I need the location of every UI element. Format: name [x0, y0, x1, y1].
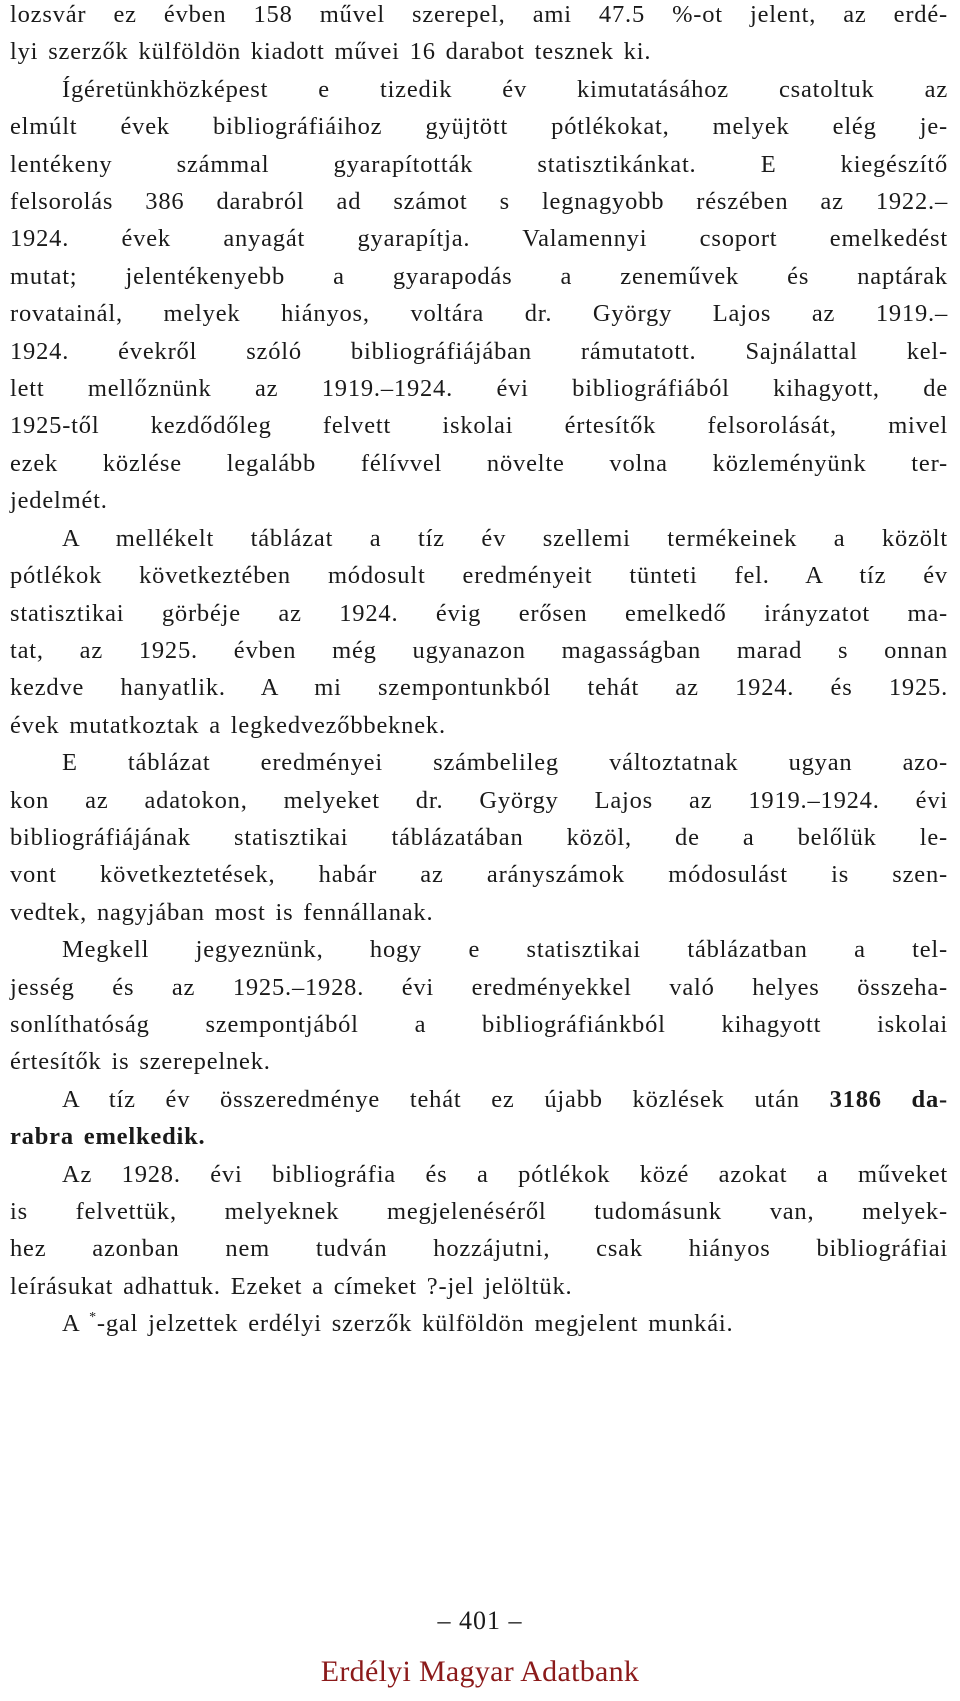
- text-line: E táblázat eredményei számbelileg változtatnak ugyan azo-: [62, 749, 948, 777]
- text-line: pótlékok következtében módosult eredményeit tünteti fel. A tíz év: [10, 562, 948, 590]
- text-line: lyi szerzők külföldön kiadott művei 16 darabot tesznek ki.: [10, 38, 652, 66]
- paragraph-2: [10, 71, 948, 520]
- summary-text: A tíz év összeredménye tehát ez újabb közlések után: [62, 1085, 830, 1113]
- text-line: jedelmét.: [10, 487, 108, 515]
- text-line: 1924. évek anyagát gyarapítja. Valamennyi csoport emelkedést: [10, 225, 948, 253]
- text-line: kezdve hanyatlik. A mi szempontunkból tehát az 1924. és 1925.: [10, 674, 948, 702]
- text-line: vont következtetések, habár az arányszámok módosulást is szen-: [10, 861, 948, 889]
- text-line: sonlíthatóság szempontjából a bibliográfiánkból kihagyott iskolai: [10, 1010, 948, 1038]
- footnote-text: -gal jelzettek erdélyi szerzők külföldön megjelent munkái.: [96, 1310, 734, 1338]
- text-line: Ígéretünkhözképest e tizedik év kimutatásához csatoltuk az: [62, 75, 948, 103]
- paragraph-6: [10, 1081, 948, 1156]
- text-line: jesség és az 1925.–1928. évi eredményekkel való helyes összeha-: [10, 973, 948, 1001]
- text-line: is felvettük, melyeknek megjelenéséről tudomásunk van, melyek-: [10, 1198, 948, 1225]
- text-line: statisztikai görbéje az 1924. évig erősen emelkedő irányzatot ma-: [10, 599, 948, 627]
- text-line: tat, az 1925. évben még ugyanazon magasságban marad s onnan: [10, 636, 948, 664]
- text-line: [10, 1305, 948, 1342]
- text-line: lentékeny számmal gyarapították statisztikánkat. E kiegészítő: [10, 150, 948, 178]
- text-line: Az 1928. évi bibliográfia és a pótlékok közé azokat a műveket: [62, 1160, 948, 1188]
- text-line: felsorolás 386 darabról ad számot s legnagyobb részében az 1922.–: [10, 188, 948, 216]
- document-page: [10, 0, 948, 1343]
- text-line: kon az adatokon, melyeket dr. György Lajos az 1919.–1924. évi: [10, 786, 948, 814]
- text-line: [10, 1081, 948, 1118]
- text-line: értesítők is szerepelnek.: [10, 1048, 271, 1076]
- text-line: lett mellőznünk az 1919.–1924. évi bibliográfiából kihagyott, de: [10, 375, 948, 403]
- text-line: évek mutatkoztak a legkedvezőbbeknek.: [10, 711, 446, 739]
- text-line: elmúlt évek bibliográfiáihoz gyüjtött pótlékokat, melyek elég je-: [10, 113, 948, 141]
- text-line: 1925-től kezdődőleg felvett iskolai értesítők felsorolását, mivel: [10, 412, 948, 440]
- summary-total-bold-continued: rabra emelkedik.: [10, 1123, 206, 1151]
- text-line: A mellékelt táblázat a tíz év szellemi termékeinek a közölt: [62, 524, 948, 552]
- paragraph-1: [10, 0, 948, 71]
- source-watermark: Erdélyi Magyar Adatbank: [320, 1655, 640, 1688]
- text-line: Megkell jegyeznünk, hogy e statisztikai táblázatban a tel-: [62, 936, 948, 964]
- text-line: 1924. évekről szóló bibliográfiájában rámutatott. Sajnálattal kel-: [10, 337, 948, 365]
- text-line: rovatainál, melyek hiányos, voltára dr. György Lajos az 1919.–: [10, 300, 948, 328]
- paragraph-3: [10, 520, 948, 744]
- text-line: vedtek, nagyjában most is fennállanak.: [10, 898, 434, 926]
- paragraph-7: [10, 1156, 948, 1306]
- footnote-text: A: [62, 1310, 90, 1338]
- paragraph-8: [10, 1305, 948, 1342]
- text-line: ezek közlése legalább félívvel növelte volna közleményünk ter-: [10, 449, 948, 477]
- page-number: – 401 –: [437, 1606, 523, 1635]
- summary-total-bold: 3186 da-: [829, 1085, 948, 1113]
- text-line: leírásukat adhattuk. Ezeket a címeket ?-jel jelöltük.: [10, 1272, 573, 1300]
- asterisk-mark: *: [89, 1310, 97, 1326]
- paragraph-5: [10, 931, 948, 1081]
- text-line: bibliográfiájának statisztikai táblázatában közöl, de a belőlük le-: [10, 823, 948, 851]
- paragraph-4: [10, 744, 948, 931]
- text-line: lozsvár ez évben 158 művel szerepel, ami 47.5 %-ot jelent, az erdé-: [10, 1, 948, 28]
- text-line: mutat; jelentékenyebb a gyarapodás a zeneművek és naptárak: [10, 262, 948, 290]
- text-line: hez azonban nem tudván hozzájutni, csak hiányos bibliográfiai: [10, 1235, 948, 1263]
